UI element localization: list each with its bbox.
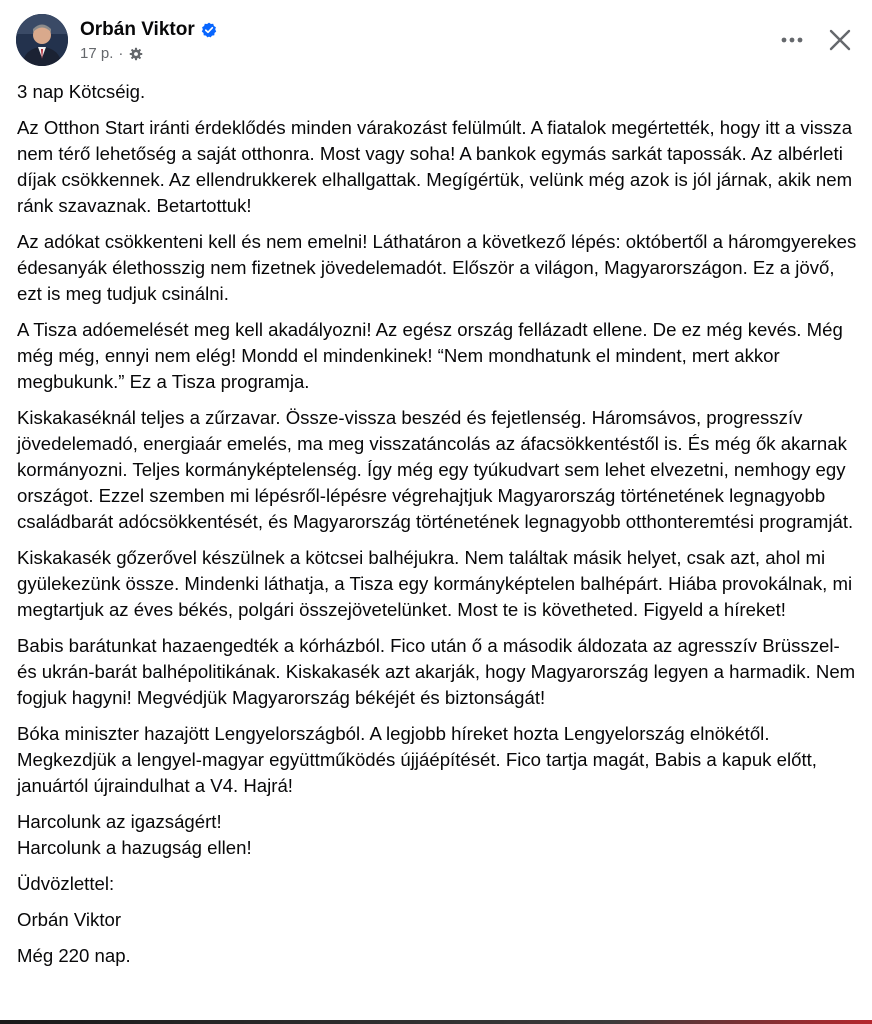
post-paragraph: Az adókat csökkenteni kell és nem emelni! Láthatáron a következő lépés: októbertől a háromgyerekes édesanyák élethosszig nem fizetnek jövedelemadót. Először a világon, Magyarországon. Ez a jövő, ezt is meg tudjuk csinálni. xyxy=(17,231,857,304)
post-paragraph: Kiskakasék gőzerővel készülnek a kötcsei balhéjukra. Nem találtak másik helyet, csak azt, ahol mi gyülekezünk össze. Mindenki láthatja, a Tisza egy kormányképtelen balhépárt. Hiába provokálnak, mi megtartjuk az éves békés, polgári összejövetelünket. Most te is követheted. Figyeld a híreket! xyxy=(17,547,853,620)
post-paragraph: Bóka miniszter hazajött Lengyelországból. A legjobb híreket hozta Lengyelország elnökétől. Megkezdjük a lengyel-magyar együttműködés újjáépítését. Fico tartja magát, Babis a kapuk előtt, januártól újraindulhat a V4. Hajrá! xyxy=(17,723,817,796)
post-paragraph: Orbán Viktor xyxy=(17,909,122,930)
more-horizontal-icon xyxy=(780,36,804,44)
close-icon xyxy=(829,29,851,51)
author-name-text[interactable]: Orbán Viktor xyxy=(80,19,195,40)
post-paragraph: Kiskakaséknál teljes a zűrzavar. Össze-vissza beszéd és fejetlenség. Háromsávos, progresszív jövedelemadó, energiaár emelés, ma meg visszatáncolás az áfacsökkentéstől is. És még ők akarnak kormányozni. Teljes kormányképtelenség. Így még egy tyúkudvart sem lehet elvezetni, nemhogy egy országot. Ezzel szemben mi lépésről-lépésre végrehajtjuk Magyarország történetének legnagyobb családbarát adócsökkentését, és Magyarország történetének legnagyobb otthonteremtési programját. xyxy=(17,407,854,532)
post-paragraph: Babis barátunkat hazaengedték a kórházból. Fico után ő a második áldozata az agresszív Brüsszel- és ukrán-barát balhépolitikának. Kiskakasék azt akarják, hogy Magyarország legyen a harmadik. Nem fogjuk hagyni! Megvédjük Magyarország békéjét és biztonságát! xyxy=(17,635,856,708)
post-meta xyxy=(80,45,143,62)
gear-icon[interactable] xyxy=(129,47,143,61)
post-header xyxy=(16,14,856,70)
post-text xyxy=(17,79,859,979)
author-avatar[interactable] xyxy=(16,14,68,66)
media-preview-strip xyxy=(0,1020,872,1024)
more-options-button[interactable] xyxy=(774,28,810,52)
close-button[interactable] xyxy=(824,24,856,56)
post-paragraph: 3 nap Kötcséig. xyxy=(17,81,146,102)
avatar-photo-icon xyxy=(16,14,68,66)
post-paragraph: Az Otthon Start iránti érdeklődés minden várakozást felülmúlt. A fiatalok megértették, hogy itt a vissza nem térő lehetőség a saját otthonra. Most vagy soha! A bankok egymás sarkát tapossák. Az albérleti díjak csökkennek. Az ellendrukkerek elhallgattak. Megígértük, velünk még azok is jól járnak, akik nem ránk szavaznak. Betartottuk! xyxy=(17,117,853,216)
post-time[interactable]: 17 p. xyxy=(80,45,114,62)
post-paragraph: Harcolunk az igazságért! Harcolunk a hazugság ellen! xyxy=(17,811,252,858)
verified-badge-icon xyxy=(201,22,217,38)
meta-separator: · xyxy=(118,45,124,62)
author-name[interactable] xyxy=(80,19,217,41)
post-paragraph: Üdvözlettel: xyxy=(17,873,115,894)
post-paragraph: Még 220 nap. xyxy=(17,945,131,966)
post-paragraph: A Tisza adóemelését meg kell akadályozni! Az egész ország fellázadt ellene. De ez még kevés. Még még még, ennyi nem elég! Mondd el mindenkinek! “Nem mondhatunk el mindent, mert akkor megbukunk.” Ez a Tisza programja. xyxy=(17,319,843,392)
